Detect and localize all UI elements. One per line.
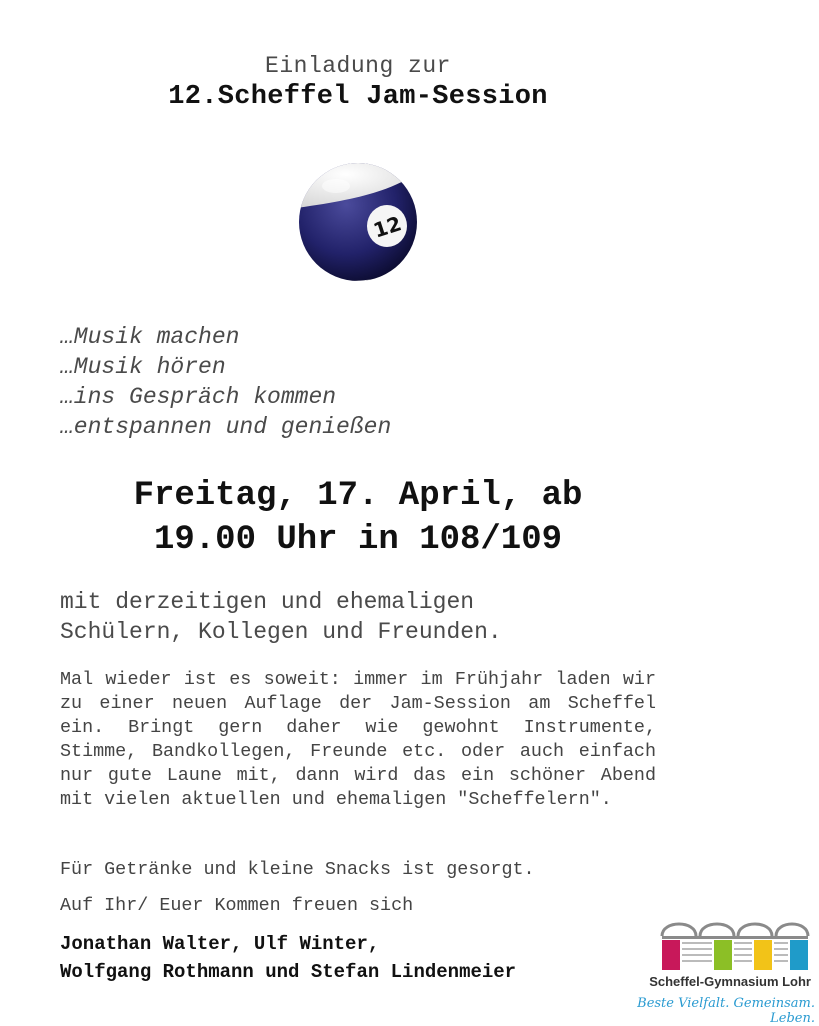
ball-number: 12 xyxy=(370,211,405,243)
event-title: 12.Scheffel Jam-Session xyxy=(168,82,548,112)
audience-text xyxy=(60,587,502,647)
drinks-note: Für Getränke und kleine Snacks ist gesorgt. xyxy=(60,859,535,880)
tagline-item: …Musik machen xyxy=(60,324,240,350)
invitation-intro: Einladung zur xyxy=(265,53,451,79)
school-name: Scheffel-Gymnasium Lohr xyxy=(649,974,811,989)
body-paragraph: Mal wieder ist es soweit: immer im Frühjahr laden wir zu einer neuen Auflage der Jam-Session am Scheffel ein. Bringt gern daher wie gewohnt Instrumente, Stimme, Bandkollegen, Freunde etc. oder auch einfach nur gute Laune mit, dann wird das ein schöner Abend mit vielen aktuellen und ehemaligen "Scheffelern". xyxy=(60,669,656,810)
billiard-ball-12-image xyxy=(296,160,420,284)
tagline-item: …Musik hören xyxy=(60,354,226,380)
tagline-item: …ins Gespräch kommen xyxy=(60,384,337,410)
hosts-line-1: Jonathan Walter, Ulf Winter, xyxy=(60,933,380,955)
welcome-line: Auf Ihr/ Euer Kommen freuen sich xyxy=(60,895,414,916)
audience-line-2: Schülern, Kollegen und Freunden. xyxy=(60,619,502,645)
school-building-logo-icon xyxy=(658,916,812,972)
school-slogan: Beste Vielfalt. Gemeinsam. Leben. xyxy=(637,996,815,1026)
audience-line-1: mit derzeitigen und ehemaligen xyxy=(60,589,475,615)
event-date-time xyxy=(60,474,656,562)
hosts-line-2: Wolfgang Rothmann und Stefan Lindenmeier xyxy=(60,961,517,983)
event-date-line: Freitag, 17. April, ab xyxy=(133,477,583,515)
hosts-names xyxy=(60,930,516,986)
school-logo xyxy=(596,914,819,1024)
tagline-list xyxy=(60,322,391,442)
tagline-item: …entspannen und genießen xyxy=(60,414,392,440)
event-time-location-line: 19.00 Uhr in 108/109 xyxy=(153,521,563,559)
